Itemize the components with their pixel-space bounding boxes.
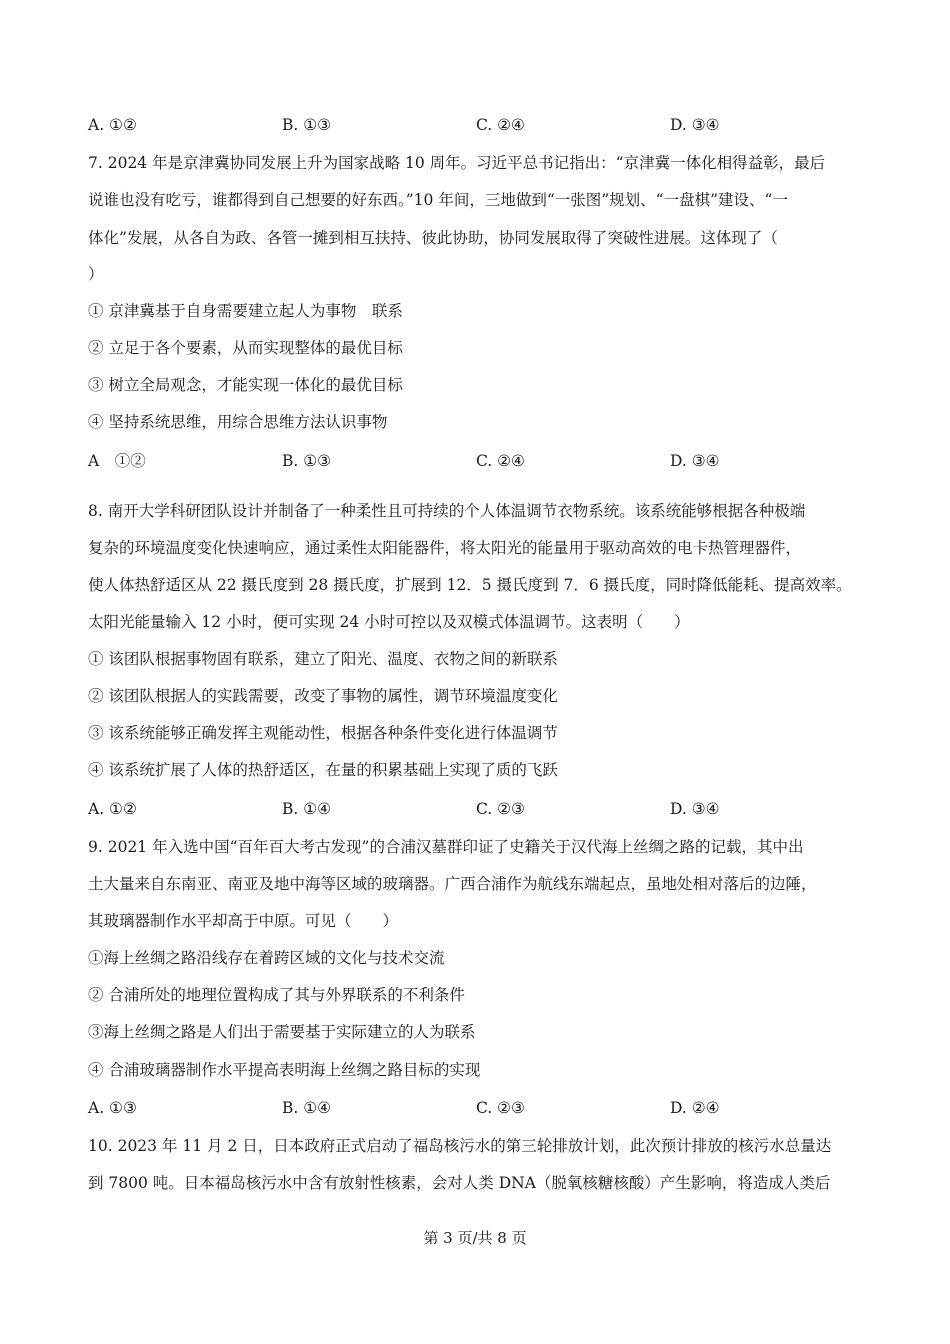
q9-option-b: B. ①④ — [282, 1099, 332, 1117]
q7-option-a: A ①② — [88, 452, 146, 470]
q9-option-a: A. ①③ — [88, 1099, 137, 1117]
q8-item: ③ 该系统能够正确发挥主观能动性，根据各种条件变化进行体温调节 — [88, 724, 558, 742]
q8-item: ① 该团队根据事物固有联系，建立了阳光、温度、衣物之间的新联系 — [88, 650, 558, 668]
q7-option-c: C. ②④ — [476, 452, 525, 470]
q7-item: ① 京津冀基于自身需要建立起人为事物 联系 — [88, 302, 403, 320]
q7-item: ③ 树立全局观念，才能实现一体化的最优目标 — [88, 376, 403, 394]
q8-stem-line: 太阳光能量输入 12 小时，便可实现 24 小时可控以及双模式体温调节。这表明（ ） — [88, 613, 690, 631]
q6-option-a: A. ①② — [88, 116, 137, 134]
q9-stem-line: 9. 2021 年入选中国“百年百大考古发现”的合浦汉墓群印证了史籍关于汉代海上丝绸之路的记载，其中出 — [88, 838, 804, 856]
q6-options — [88, 114, 868, 136]
q9-option-d: D. ②④ — [670, 1099, 720, 1117]
q9-stem-line: 土大量来自东南亚、南亚及地中海等区域的玻璃器。广西合浦作为航线东端起点，虽地处相对落后的边陲， — [88, 875, 817, 893]
q8-option-d: D. ③④ — [670, 800, 720, 818]
q8-stem-line: 8. 南开大学科研团队设计并制备了一种柔性且可持续的个人体温调节衣物系统。该系统能够根据各种极端 — [88, 502, 806, 520]
q9-item: ② 合浦所处的地理位置构成了其与外界联系的不利条件 — [88, 986, 465, 1004]
q6-option-b: B. ①③ — [282, 116, 332, 134]
q8-stem-line: 复杂的环境温度变化快速响应，通过柔性太阳能器件，将太阳光的能量用于驱动高效的电卡热管理器件， — [88, 539, 802, 557]
q9-item: ①海上丝绸之路沿线存在着跨区域的文化与技术交流 — [88, 949, 445, 967]
q8-option-b: B. ①④ — [282, 800, 332, 818]
q8-item: ④ 该系统扩展了人体的热舒适区，在量的积累基础上实现了质的飞跃 — [88, 761, 558, 779]
q8-stem-line: 使人体热舒适区从 22 摄氏度到 28 摄氏度，扩展到 12．5 摄氏度到 7．6 摄氏度，同时降低能耗、提高效率。 — [88, 576, 852, 594]
q8-option-a: A. ①② — [88, 800, 137, 818]
q9-item: ③海上丝绸之路是人们出于需要基于实际建立的人为联系 — [88, 1023, 476, 1041]
q7-stem-line: ） — [88, 265, 104, 283]
q8-options — [88, 798, 868, 820]
page-number: 第 3 页/共 8 页 — [423, 1229, 527, 1247]
q9-stem-line: 其玻璃器制作水平却高于中原。可见（ ） — [88, 912, 399, 930]
q7-stem-line: 说谁也没有吃亏，谁都得到自己想要的好东西。”10 年间，三地做到“一张图”规划、“一盘棋”建设、“一 — [88, 191, 788, 209]
q7-options — [88, 450, 868, 472]
q9-option-c: C. ②③ — [476, 1099, 525, 1117]
q7-option-d: D. ③④ — [670, 452, 720, 470]
q6-option-d: D. ③④ — [670, 116, 720, 134]
q6-option-c: C. ②④ — [476, 116, 525, 134]
q8-option-c: C. ②③ — [476, 800, 525, 818]
q7-item: ② 立足于各个要素，从而实现整体的最优目标 — [88, 339, 403, 357]
q9-options — [88, 1097, 868, 1119]
q9-item: ④ 合浦玻璃器制作水平提高表明海上丝绸之路目标的实现 — [88, 1061, 481, 1079]
q7-stem-line: 7. 2024 年是京津冀协同发展上升为国家战略 10 周年。习近平总书记指出：“京津冀一体化相得益彰，最后 — [88, 154, 826, 172]
q7-option-b: B. ①③ — [282, 452, 332, 470]
q7-item: ④ 坚持系统思维，用综合思维方法认识事物 — [88, 413, 388, 431]
q10-stem-line: 10. 2023 年 11 月 2 日，日本政府正式启动了福岛核污水的第三轮排放计划，此次预计排放的核污水总量达 — [88, 1137, 832, 1155]
q10-stem-line: 到 7800 吨。日本福岛核污水中含有放射性核素，会对人类 DNA（脱氧核糖核酸）产生影响，将造成人类后 — [88, 1174, 831, 1192]
q7-stem-line: 体化”发展，从各自为政、各管一摊到相互扶持、彼此协助，协同发展取得了突破性进展。这体现了（ — [88, 229, 778, 247]
q8-item: ② 该团队根据人的实践需要，改变了事物的属性，调节环境温度变化 — [88, 687, 558, 705]
